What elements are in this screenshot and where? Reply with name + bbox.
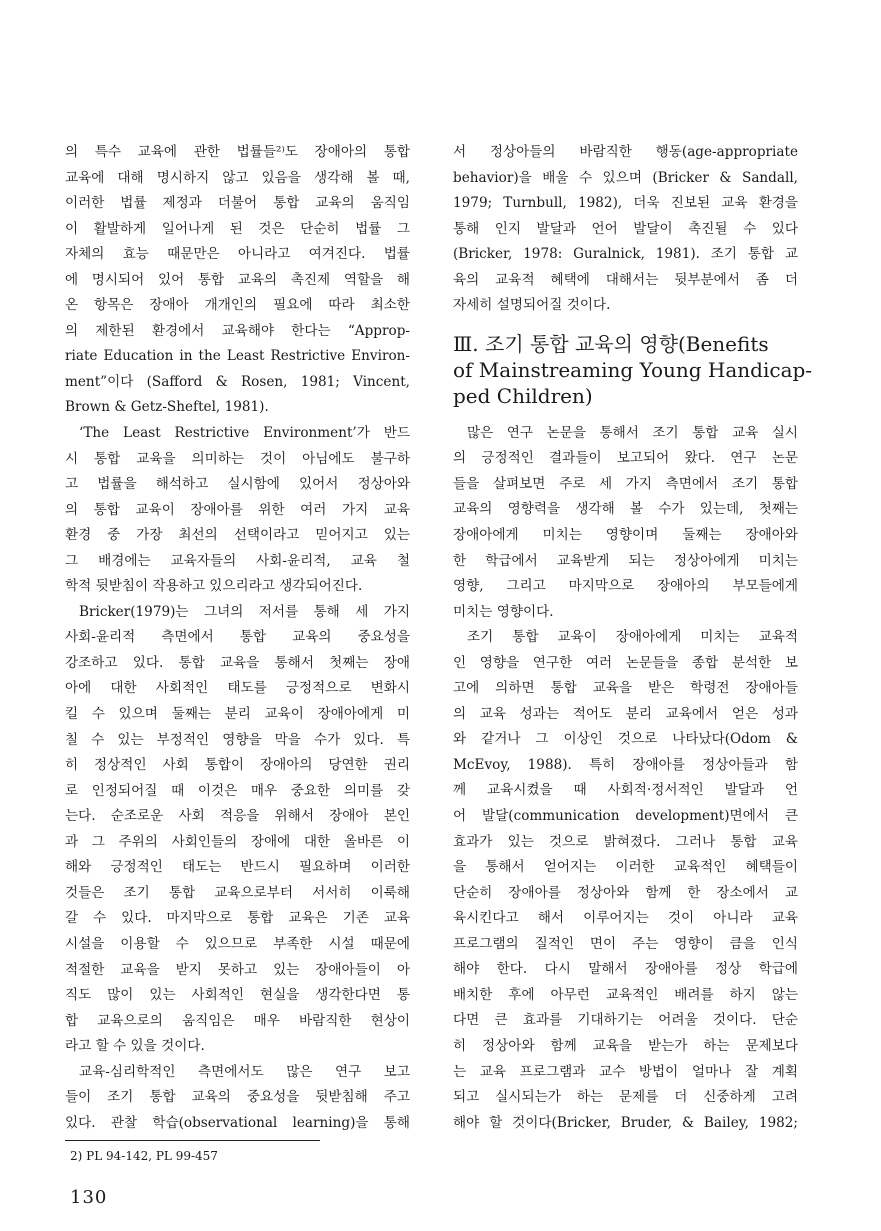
text-line: 의 통합 교육이 장애아를 위한 여러 가지 교육 — [65, 501, 410, 518]
text-line: 들을 살펴보면 주로 세 가지 측면에서 조기 통합 — [453, 475, 798, 492]
text-line: 장애아에게 미치는 영향이며 둘째는 장애아와 — [453, 527, 798, 544]
text-line: 자세히 설명되어질 것이다. — [453, 297, 611, 314]
text-line: 는 교육 프로그램과 교수 방법이 얼마나 잘 계획 — [453, 1063, 798, 1080]
footnote: 2) PL 94-142, PL 99-457 — [70, 1149, 218, 1163]
text-line: 께 교육시켰을 때 사회적·정서적인 발달과 언 — [453, 782, 798, 799]
text-line: Brown & Getz-Sheftel, 1981). — [65, 399, 269, 416]
right-column-bottom — [453, 421, 798, 1136]
text-line: 사회-윤리적 측면에서 통합 교육의 중요성을 — [65, 629, 410, 646]
right-column-top — [453, 140, 798, 319]
text-line: 인 영향을 연구한 여러 논문들을 종합 분석한 보 — [453, 654, 798, 671]
section-heading-line: of Mainstreaming Young Handicap- — [453, 357, 813, 382]
text-line: 육시킨다고 해서 이루어지는 것이 아니라 교육 — [453, 910, 798, 927]
text-line: 과 그 주위의 사회인들의 장애에 대한 올바른 이 — [65, 833, 410, 850]
text-line: 고 법률을 해석하고 실시함에 있어서 정상아와 — [65, 476, 410, 493]
text-line: 조기 통합 교육이 장애아에게 미치는 교육적 — [467, 629, 798, 646]
text-line: 서 정상아들의 바람직한 행동(age-appropriate — [453, 144, 798, 160]
text-line: 환경 중 가장 최선의 선택이라고 믿어지고 있는 — [65, 527, 410, 544]
text-line: 이 활발하게 일어나게 된 것은 단순히 법률 그 — [65, 220, 410, 237]
text-line: 어 발달(communication development)면에서 큰 — [453, 808, 798, 825]
text-line: McEvoy, 1988). 특히 장애아를 정상아들과 함 — [453, 756, 798, 773]
text-line: ment”이다 (Safford & Rosen, 1981; Vincent, — [65, 373, 410, 390]
text-line: 히 정상아와 함께 교육을 받는가 하는 문제보다 — [453, 1037, 798, 1054]
text-line: 의 긍정적인 결과들이 보고되어 왔다. 연구 논문 — [453, 450, 798, 467]
text-line: 킬 수 있으며 둘째는 분리 교육이 장애아에게 미 — [65, 706, 410, 723]
page-number: 130 — [70, 1187, 108, 1208]
text-line: 칠 수 있는 부정적인 영향을 막을 수가 있다. 특 — [65, 731, 410, 748]
text-line: 의 제한된 환경에서 교육해야 한다는 “Approp- — [65, 322, 410, 339]
text-line: 라고 할 수 있을 것이다. — [65, 1038, 205, 1055]
text-line: 아에 대한 사회적인 태도를 긍정적으로 변화시 — [65, 680, 410, 697]
text-line: 통해 인지 발달과 언어 발달이 촉진될 수 있다 — [453, 220, 798, 237]
text-line: 단순히 장애아를 정상아와 함께 한 장소에서 교 — [453, 884, 798, 901]
text-line: 온 항목은 장애아 개개인의 필요에 따라 최소한 — [65, 297, 410, 314]
text-line: 히 정상적인 사회 통합이 장애아의 당연한 권리 — [65, 757, 410, 774]
text-line: 해야 할 것이다(Bricker, Bruder, & Bailey, 1982; — [453, 1114, 798, 1131]
text-line: Bricker(1979)는 그녀의 저서를 통해 세 가지 — [79, 603, 410, 620]
text-line: 이러한 법률 제정과 더불어 통합 교육의 움직임 — [65, 195, 410, 212]
text-line: 시설을 이용할 수 있으므로 부족한 시설 때문에 — [65, 935, 410, 952]
text-line: 의 특수 교육에 관한 법률들²⁾도 장애아의 통합 — [65, 144, 410, 160]
text-line: 다면 큰 효과를 기대하기는 어려울 것이다. 단순 — [453, 1012, 798, 1029]
text-line: behavior)을 배울 수 있으며 (Bricker & Sandall, — [453, 169, 798, 186]
text-line: 는다. 순조로운 사회 적응을 위해서 장애아 본인 — [65, 808, 410, 825]
text-line: 에 명시되어 있어 통합 교육의 촉진제 역할을 해 — [65, 271, 410, 288]
text-line: 강조하고 있다. 통합 교육을 통해서 첫째는 장애 — [65, 654, 410, 671]
text-line: 영향, 그리고 마지막으로 장애아의 부모들에게 — [453, 578, 798, 595]
text-line: 되고 실시되는가 하는 문제를 더 신중하게 고려 — [453, 1089, 798, 1106]
text-line: 들이 조기 통합 교육의 중요성을 뒷받침해 주고 — [65, 1089, 410, 1106]
text-line: 배치한 후에 아무런 교육적인 배려를 하지 않는 — [453, 986, 798, 1003]
right-column — [453, 140, 813, 1136]
text-line: 효과가 있는 것으로 밝혀졌다. 그러나 통합 교육 — [453, 833, 798, 850]
text-line: 교육-심리학적인 측면에서도 많은 연구 보고 — [79, 1063, 410, 1080]
text-line: (Bricker, 1978: Guralnick, 1981). 조기 통합 교 — [453, 246, 798, 263]
text-line: 자체의 효능 때문만은 아니라고 여겨진다. 법률 — [65, 246, 410, 263]
text-line: 그 배경에는 교육자들의 사회-윤리적, 교육 철 — [65, 552, 410, 569]
text-line: riate Education in the Least Restrictive Environ- — [65, 348, 410, 365]
text-line: 와 같거나 그 이상인 것으로 나타났다(Odom & — [453, 731, 798, 748]
text-line: 많은 연구 논문을 통해서 조기 통합 교육 실시 — [467, 424, 798, 441]
text-line: 것들은 조기 통합 교육으로부터 서서히 이룩해 — [65, 884, 410, 901]
text-line: 한 학급에서 교육받게 되는 정상아에게 미치는 — [453, 552, 798, 569]
text-line: 합 교육으로의 움직임은 매우 바람직한 현상이 — [65, 1012, 410, 1029]
left-column — [65, 140, 410, 1136]
text-line: ‘The Least Restrictive Environment’가 반드 — [79, 425, 410, 442]
text-line: 의 교육 성과는 적어도 분리 교육에서 얻은 성과 — [453, 705, 798, 722]
text-line: 미치는 영향이다. — [453, 603, 554, 620]
text-line: 로 인정되어질 때 이것은 매우 중요한 의미를 갖 — [65, 782, 410, 799]
text-line: 시 통합 교육을 의미하는 것이 아님에도 불구하 — [65, 450, 410, 467]
text-line: 적절한 교육을 받지 못하고 있는 장애아들이 아 — [65, 961, 410, 978]
text-line: 있다. 관찰 학습(observational learning)을 통해 — [65, 1114, 410, 1131]
text-line: 고에 의하면 통합 교육을 받은 학령전 장애아들 — [453, 680, 798, 697]
text-line: 직도 많이 있는 사회적인 현실을 생각한다면 통 — [65, 987, 410, 1004]
text-line: 프로그램의 질적인 면이 주는 영향이 큼을 인식 — [453, 935, 798, 952]
text-line: 육의 교육적 혜택에 대해서는 뒷부분에서 좀 더 — [453, 271, 798, 288]
text-line: 해야 한다. 다시 말해서 장애아를 정상 학급에 — [453, 961, 798, 978]
text-line: 교육의 영향력을 생각해 볼 수가 있는데, 첫째는 — [453, 501, 798, 518]
text-line: 을 통해서 얻어지는 이러한 교육적인 혜택들이 — [453, 859, 798, 876]
footnote-rule — [65, 1140, 320, 1141]
section-heading — [453, 331, 813, 409]
section-heading-line: ped Children) — [453, 383, 593, 408]
text-line: 해와 긍정적인 태도는 반드시 필요하며 이러한 — [65, 859, 410, 876]
text-line: 학적 뒷받침이 작용하고 있으리라고 생각되어진다. — [65, 578, 363, 595]
text-line: 1979; Turnbull, 1982), 더욱 진보된 교육 환경을 — [453, 195, 798, 212]
section-heading-line: Ⅲ. 조기 통합 교육의 영향(Benefits — [453, 331, 769, 356]
text-line: 갈 수 있다. 마지막으로 통합 교육은 기존 교육 — [65, 910, 410, 927]
text-line: 교육에 대해 명시하지 않고 있음을 생각해 볼 때, — [65, 169, 410, 186]
